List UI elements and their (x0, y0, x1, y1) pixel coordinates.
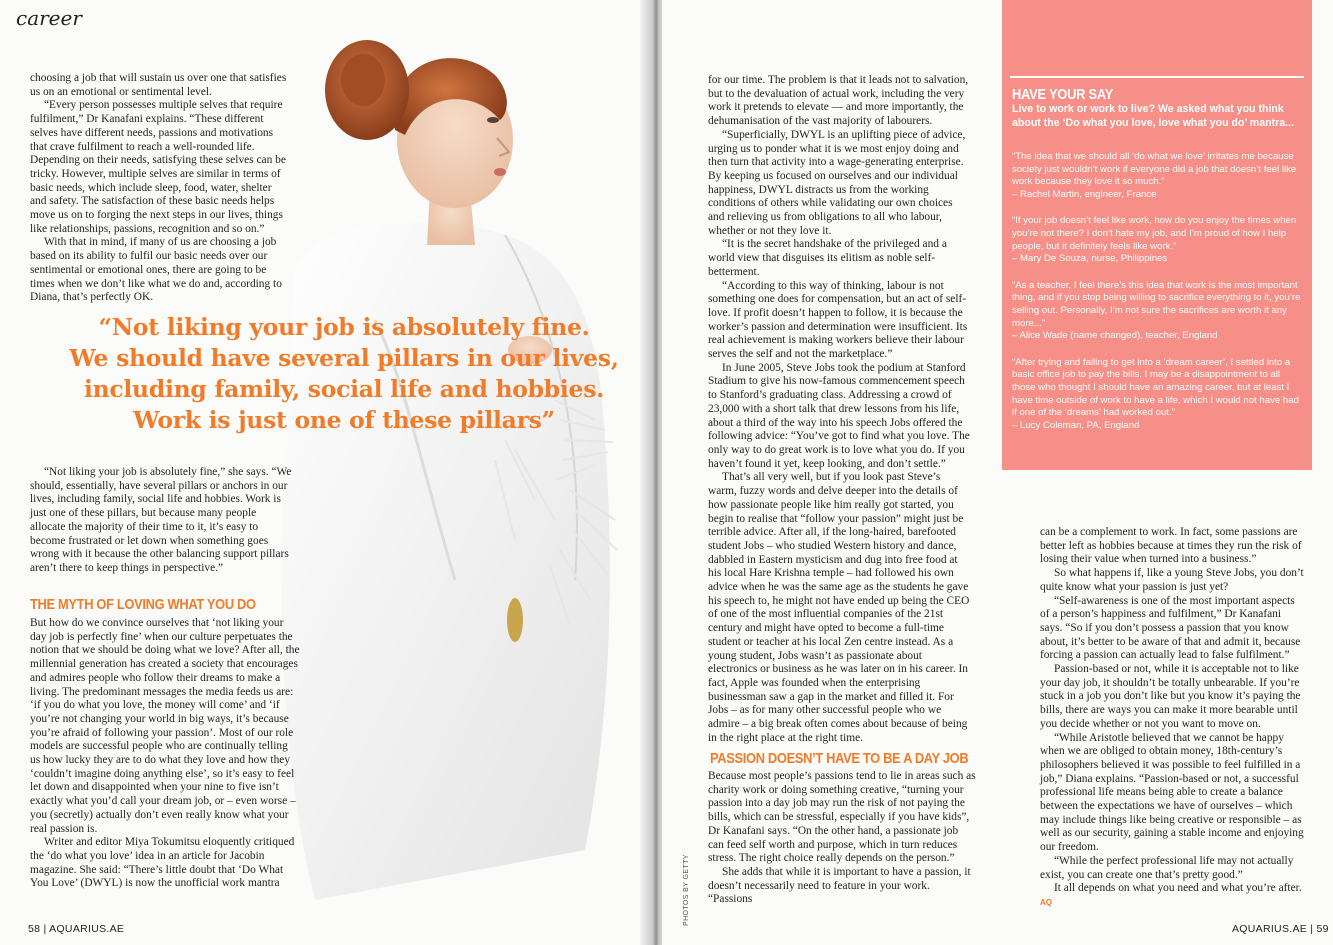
reader-quote-author: – Alice Wade (name changed), teacher, England (1012, 330, 1218, 342)
left-column-myth (30, 617, 300, 891)
reader-quote (1012, 357, 1304, 433)
paragraph: Writer and editor Miya Tokumitsu eloquently critiqued the ‘do what you love’ idea in an article for Jacobin magazine. She said: “There’s little doubt that ‘Do What You Love’ (DWYL) is now the unofficial work mantra (30, 836, 295, 890)
page-folio-right: AQUARIUS.AE | 59 (1232, 923, 1329, 935)
left-page (0, 0, 652, 945)
have-your-say-sidebar (1002, 0, 1312, 470)
section-label: career (16, 6, 82, 30)
woman-photo (255, 20, 652, 920)
paragraph: can be a complement to work. In fact, some passions are better left as hobbies because at times they run the risk of losing their value when turned into a business.” (1040, 526, 1302, 566)
paragraph: She adds that while it is important to have a passion, it doesn’t necessarily need to feature in your work. “Passions (708, 865, 971, 906)
left-column-1b (30, 466, 292, 576)
paragraph: Because most people’s passions tend to lie in areas such as charity work or doing something creative, “turning your passion into a day job may run the risk of not paying the bills, which can be stressful, especially if you have kids”, Dr Kanafani says. “On the other hand, a passionate job can feed self worth and purpose, which in turn reduces stress. The right choice really depends on the person.” (708, 770, 976, 865)
reader-quote (1012, 151, 1304, 201)
final-sentence: It all depends on what you need and what you’re after. (1054, 882, 1302, 895)
heading-myth: THE MYTH OF LOVING WHAT YOU DO (30, 596, 256, 613)
end-mark: AQ (1040, 897, 1052, 907)
paragraph: “While the perfect professional life may not actually exist, you can create one that’s pretty good.” (1040, 854, 1294, 881)
paragraph: With that in mind, if many of us are choosing a job based on its ability to fulfil our basic needs over our sentimental or emotional ones, there are going to be times when we don’t like what we do and, according to Diana, that’s perfectly OK. (30, 236, 282, 304)
paragraph: for our time. The problem is that it leads not to salvation, but to the devaluation of actual work, including the very work it pretends to elevate — and more importantly, the dehumanisation of the vast majority of labourers. (708, 74, 969, 128)
pull-quote-line: We should have several pillars in our lives, (69, 344, 619, 372)
paragraph: “While Aristotle believed that we cannot be happy when we are obliged to obtain money, 18th-century’s philosophers believed it was possible to feel fulfilled in a job,” Diana explains. “Passion-based or not, a successful professional life means being able to create a balance between the expectations we have of ourselves – which may include things like being creative or responsible – as well as our security, gaining a stable income and enjoying our freedom. (1040, 731, 1304, 854)
woman-illustration (255, 20, 652, 920)
reader-quote-text: “As a teacher, I feel there’s this idea that work is the most important thing, and if you stop being willing to sacrifice everything to it, you’re selling out. Personally, I’m not sure the sacrifices are worth it any more...” (1012, 279, 1301, 329)
paragraph: “Not liking your job is absolutely fine,” she says. “We should, essentially, have several pillars or anchors in our lives, including family, social life and hobbies. Work is just one of these pillars, but because many people allocate the majority of their time to it, it’s easy to become frustrated or let down when something goes wrong with it because the other balancing support pillars aren’t there to keep things in perspective.” (30, 466, 292, 574)
right-column-passion (708, 770, 976, 907)
sidebar-rule-top (1010, 76, 1304, 78)
pull-quote-line: “Not liking your job is absolutely fine. (98, 313, 590, 341)
paragraph (1040, 882, 1306, 909)
reader-quote-text: “After trying and failing to get into a ‘dream career’, I settled into a basic office job to pay the bills. I may be a disappointment to all those who thought I should have an amazing career, but at least I have time outside of work to have a life, which I would not have had if one of the ‘dreams’ had worked out.” (1012, 356, 1299, 419)
pull-quote-line: Work is just one of these pillars” (133, 406, 555, 434)
paragraph: “Self-awareness is one of the most important aspects of a person’s happiness and fulfilment,” Dr Kanafani says. “So if you don’t possess a passion that you know about, it’s better to be aware of that and admit it, because forcing a passion can actually lead to false fulfilment.” (1040, 594, 1301, 662)
reader-quote-text: “The idea that we should all ‘do what we love’ irritates me because society just wouldn’t work if everyone did a job that doesn’t feel like work because they love it so much.” (1012, 151, 1297, 188)
pull-quote-line: including family, social life and hobbies. (83, 375, 605, 403)
reader-quote (1012, 215, 1304, 265)
sidebar-heading: HAVE YOUR SAY (1012, 86, 1114, 103)
heading-passion: PASSION DOESN’T HAVE TO BE A DAY JOB (710, 750, 969, 767)
reader-quote (1012, 280, 1304, 343)
reader-quote-text: “If your job doesn’t feel like work, how do you enjoy the times when you’re not there? I don’t hate my job, and I’m proud of how I help people, but it definitely feels like work.” (1012, 215, 1297, 252)
paragraph: But how do we convince ourselves that ‘not liking your day job is perfectly fine’ when our culture perpetuates the notion that we should be doing what we love? After all, the millennial generation has created a society that encourages and admires people who follow their dreams to make a living. The predominant messages the media feeds us are: ‘if you do what you love, the money will come’ and ‘if you’re not changing your world in big ways, it’s because you’re afraid of following your passion’. Most of our role models are successful people who are continually telling us how lucky they are to do what they love and how they ‘couldn’t imagine doing anything else’, so it’s easy to feel let down and disappointed when your nine to five isn’t exactly what you’d call your dream job, or – even worse – you (secretly) actually don’t even really know what your real passion is. (30, 617, 300, 835)
right-column-1 (708, 74, 970, 745)
paragraph: “It is the secret handshake of the privileged and a world view that disguises its elitism as noble self-betterment. (708, 238, 947, 278)
paragraph: choosing a job that will sustain us over one that satisfies us on an emotional or sentimental level. (30, 72, 287, 98)
sidebar-intro: Live to work or work to live? We asked what you think about the ‘Do what you love, love what you do’ mantra... (1012, 103, 1294, 129)
page-folio-left: 58 | AQUARIUS.AE (28, 923, 125, 935)
pull-quote (44, 312, 644, 436)
paragraph: “According to this way of thinking, labour is not something one does for compensation, but an act of self-love. If profit doesn’t happen to follow, it is because the worker’s passion and determination were insufficient. Its real achievement is making workers believe their labour serves the self and not the marketplace.” (708, 279, 968, 361)
photo-credit (683, 836, 695, 926)
paragraph: “Superficially, DWYL is an uplifting piece of advice, urging us to ponder what it is we most enjoy doing and then turn that activity into a wage-generating enterprise. By keeping us focused on ourselves and our individual happiness, DWYL distracts us from the working conditions of others while validating our own choices and relieving us from obligations to all who labour, whether or not they love it. (708, 128, 966, 237)
paragraph: Passion-based or not, while it is acceptable not to like your day job, it shouldn’t be totally unbearable. If you’re stuck in a job you don’t like but you know it’s paying the bills, there are ways you can make it more bearable until you decide whether or not you want to move on. (1040, 663, 1301, 730)
reader-quote-author: – Rachel Martin, engineer, France (1012, 188, 1157, 200)
reader-quote-author: – Mary De Souza, nurse, Philippines (1012, 253, 1168, 265)
photo-credit-text: PHOTOS BY GETTY (683, 854, 690, 926)
paragraph: “Every person possesses multiple selves that require fulfilment,” Dr Kanafani explains. “These different selves have different needs, passions and motivations that crave fulfilment to reach a well-rounded life. Depending on their needs, satisfying these selves can be tricky. However, multiple selves are similar in terms of basic needs, which include sleep, food, water, shelter and safety. The satisfaction of these basic needs helps move us on to forging the next steps in our lives, things like relationships, passions, recognition and so on.” (30, 99, 286, 235)
sidebar-quotes (1012, 151, 1304, 446)
paragraph: In June 2005, Steve Jobs took the podium at Stanford Stadium to give his now-famous commencement speech to Stanford’s graduating class. Addressing a crowd of 23,000 with a short talk that drew lessons from his life, about a third of the way into his speech Jobs offered the following advice: “You’ve got to find what you love. The only way to do great work is to love what you do. If you haven’t found it yet, keep looking, and don’t settle.” (708, 361, 970, 470)
left-column-1 (30, 72, 288, 305)
right-column-2 (1040, 526, 1306, 910)
reader-quote-author: – Lucy Coleman, PA, England (1012, 419, 1140, 431)
paragraph: That’s all very well, but if you look past Steve’s warm, fuzzy words and delve deeper into the details of how passionate people like him really got started, you begin to realise that “follow your passion” might just be terrible advice. After all, if the long-haired, barefooted student Jobs – who studied Western history and dance, dabbled in Eastern mysticism and dug into free food at his local Hare Krishna temple – had followed his own advice when he was the same age as the students he gave his speech to, he might not have ended up being the CEO of one of the most influential companies of the 21st century and might have opted to become a full-time student or teacher at his local Zen centre instead. As a young student, Jobs wasn’t as passionate about electronics or business as he was later on in his career. In fact, Apple was founded when the enterprising businessman saw a gap in the market and filled it. For Jobs – as for many other successful people who we admire – a big break often comes about because of being in the right place at the right time. (708, 471, 970, 744)
paragraph: So what happens if, like a young Steve Jobs, you don’t quite know what your passion is just yet? (1040, 567, 1304, 593)
